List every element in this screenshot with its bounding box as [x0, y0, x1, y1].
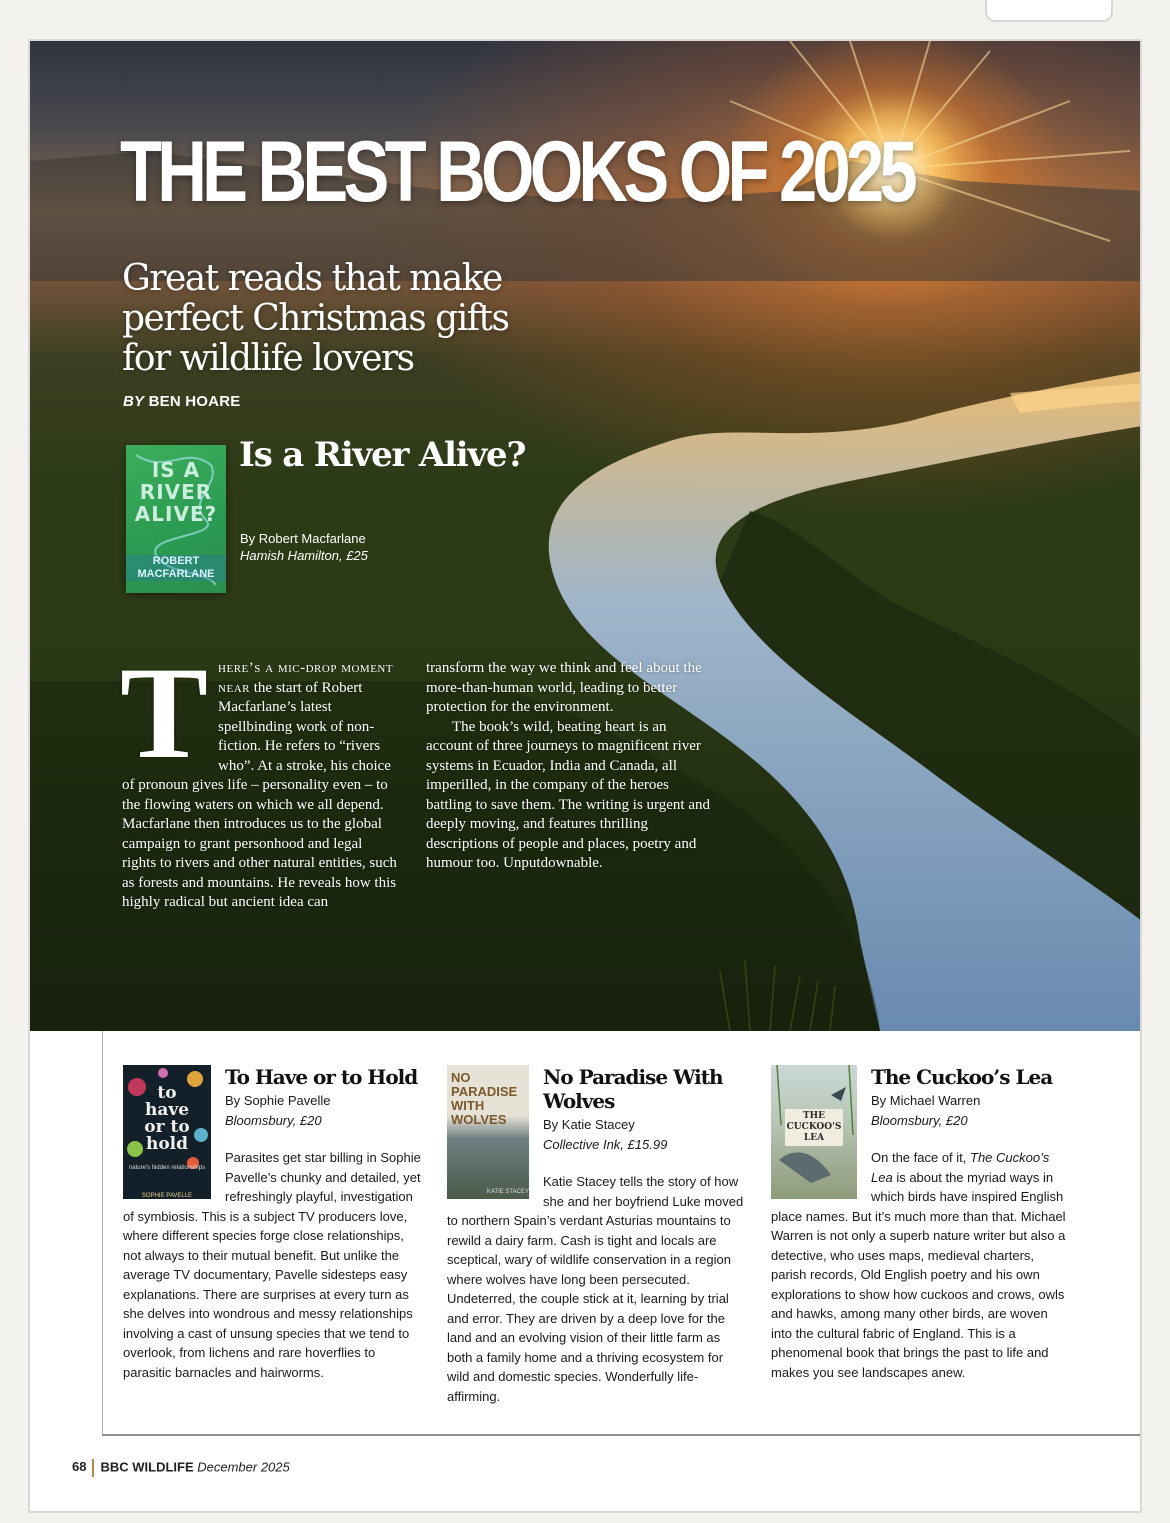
hero-photo	[30, 41, 1142, 1031]
magazine-page	[28, 39, 1142, 1513]
reviews-section	[102, 1031, 1142, 1436]
review-author: By Michael Warren	[871, 1093, 981, 1108]
cover-title-text: IS A RIVER ALIVE?	[134, 458, 218, 526]
cover-title-text: NO PARADISE WITH WOLVES	[451, 1070, 518, 1127]
cover-author-text: SOPHIE PAVELLE	[141, 1193, 193, 1199]
review-publisher: Collective Ink, £15.99	[543, 1136, 668, 1152]
featured-review-paragraph-2: The book’s wild, beating heart is an account of three journeys to magnificent river systems in Ecuador, India and Canada, all imperilled, in the company of the heroes battling to save them. The writing is urgent and deeply moving, and features thrilling descriptions of people and places, poetry and humour too. Unputdownable.	[426, 718, 710, 871]
featured-review-text-1: the start of Robert Macfarlane’s latest spellbinding work of non-fiction. He refers to “rivers who”. At a stroke, his choice of pronoun gives life – personality even – to the flowing waters on which we all depend. Macfarlane then introduces us to the global campaign to grant personhood and legal rights to rivers and other natural entities, such as forests and mountains. He reveals how this highly radical but ancient idea can	[122, 679, 397, 910]
cover-title-text: to have or to hold	[144, 1083, 190, 1154]
byline-name: BEN HOARE	[148, 393, 241, 410]
page-number: 68	[72, 1459, 87, 1475]
featured-review-paragraph-1: transform the way we think and feel about the more-than-human world, leading to better protection for the environment.	[426, 660, 702, 715]
review-no-paradise-with-wolves	[447, 1065, 747, 1406]
issue-date: December 2025	[197, 1459, 290, 1475]
footer-divider	[92, 1459, 94, 1477]
cover-author-text: ROBERT MACFARLANE	[126, 555, 226, 581]
review-author: By Sophie Pavelle	[225, 1093, 331, 1108]
magazine-name: BBC WILDLIFE	[100, 1459, 194, 1475]
page-footer	[72, 1459, 290, 1477]
featured-review-column-2	[426, 659, 714, 874]
featured-book-publisher: Hamish Hamilton, £25	[240, 548, 368, 563]
review-body: Parasites get star billing in Sophie Pavelle’s chunky and detailed, yet refreshingly playful, investigation of symbiosis. This is a subject TV producers love, where different species forge close relationships, not always to their mutual benefit. But unlike the average TV documentary, Pavelle sidesteps easy explanations. There are surprises at every turn as she delves into wondrous and messy relationships involving a cast of unsung species that we tend to overlook, from lichens and rare hoverflies to parasitic barnacles and hairworms.	[123, 1150, 421, 1380]
review-publisher: Bloomsbury, £20	[225, 1112, 322, 1128]
review-body: Katie Stacey tells the story of how she and her boyfriend Luke moved to northern Spain’s verdant Asturias mountains to rewild a dairy farm. Cash is tight and locals are sceptical, wary of wildlife conservation in a region where wolves have long been persecuted. Undeterred, the couple stick at it, learning by trial and error. They are driven by a deep love for the land and an evolving vision of their little farm as both a family home and a thriving ecosystem for wild and domestic species. Wonderfully life-affirming.	[447, 1174, 744, 1404]
review-to-have-or-to-hold	[123, 1065, 423, 1382]
page-title: THE BEST BOOKS OF 2025	[120, 124, 913, 220]
review-body-book-title: The Cuckoo’s Lea	[871, 1150, 1050, 1185]
browser-tab[interactable]	[985, 0, 1113, 22]
page-subtitle: Great reads that make perfect Christmas gifts for wildlife lovers	[122, 258, 509, 379]
book-cover-the-cuckoos-lea[interactable]	[771, 1065, 857, 1199]
book-cover-to-have-or-to-hold[interactable]	[123, 1065, 211, 1199]
review-title: No Paradise With Wolves	[543, 1065, 723, 1113]
featured-review-column-1	[120, 639, 398, 913]
byline	[123, 393, 240, 410]
featured-book-cover[interactable]	[126, 445, 226, 593]
review-the-cuckoos-lea	[771, 1065, 1069, 1382]
featured-book-author: By Robert Macfarlane	[240, 531, 366, 546]
book-cover-no-paradise-with-wolves[interactable]	[447, 1065, 529, 1199]
cover-subtitle-text: nature's hidden relationships	[128, 1165, 206, 1171]
cover-title-text: THE CUCKOO'S LEA	[785, 1109, 843, 1146]
review-author: By Katie Stacey	[543, 1117, 635, 1132]
review-publisher: Bloomsbury, £20	[871, 1112, 968, 1128]
review-title: To Have or to Hold	[225, 1065, 418, 1089]
byline-prefix: BY	[123, 393, 145, 410]
review-body-start: On the face of it,	[871, 1150, 970, 1165]
review-title: The Cuckoo’s Lea	[871, 1065, 1053, 1089]
lead-in: here’s a mic-drop moment near	[218, 660, 394, 696]
cover-author-text: KATIE STACEY	[486, 1189, 529, 1195]
featured-book-title: Is a River Alive?	[239, 435, 526, 475]
review-body-rest: is about the myriad ways in which birds have inspired English place names. But it’s much more than that. Michael Warren is not only a superb nature writer but also a detective, who uses maps, medieval charters, parish records, Old English poetry and his own explorations to show how cuckoos and crows, owls and hawks, among many other birds, are woven into the cultural fabric of England. This is a phenomenal book that brings the past to life and makes you see landscapes anew.	[771, 1169, 1066, 1380]
dropcap: T	[120, 639, 209, 786]
